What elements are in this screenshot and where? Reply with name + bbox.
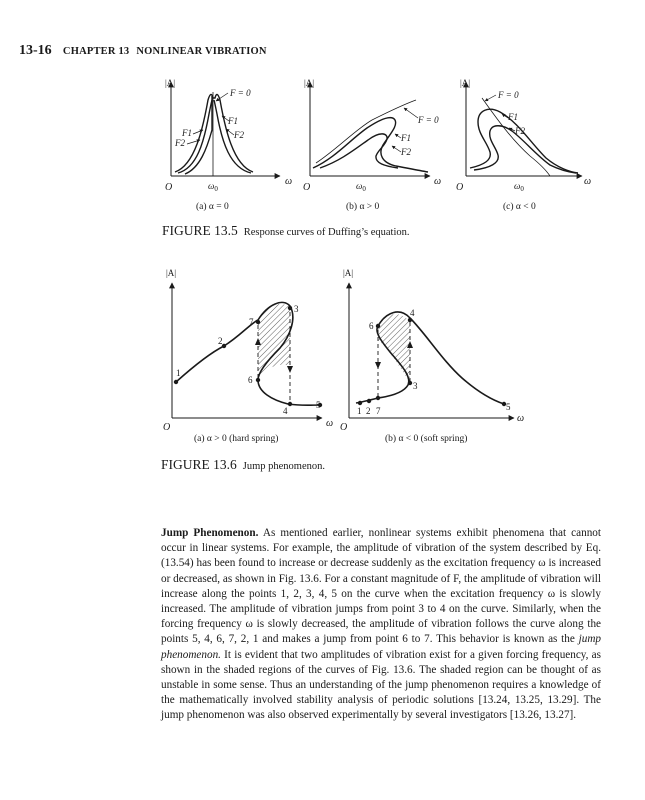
omega0-label (356, 181, 366, 193)
x-axis-label: ω (517, 413, 525, 424)
point-label-7: 7 (249, 317, 254, 327)
point-label-5: 5 (506, 402, 511, 412)
label-f1-right: F1 (228, 116, 238, 126)
label-f0: F = 0 (230, 88, 251, 98)
origin-label: O (303, 182, 311, 193)
y-axis-label: |A| (460, 78, 471, 88)
jump-down-arrow (375, 362, 381, 369)
figure-number: FIGURE 13.5 (162, 223, 238, 238)
y-axis-label: |A| (343, 268, 354, 278)
omega0-label (514, 181, 524, 193)
x-axis-label: ω (326, 418, 334, 429)
chapter-title: NONLINEAR VIBRATION (136, 46, 267, 57)
figure-title: Response curves of Duffing’s equation. (243, 227, 410, 238)
point-label-2: 2 (366, 406, 371, 416)
point-6 (256, 378, 260, 382)
fig-13-6-panel-b (340, 268, 524, 444)
omega0-sub: 0 (214, 185, 218, 193)
label-f0: F = 0 (498, 90, 519, 100)
origin-label: O (340, 422, 348, 433)
paragraph-text-2: It is evident that two amplitudes of vibration exist for a given forcing frequency, as shown in the shaded regions of the curves of Fig. 13.6. The shaded region can be thought of as unstable in some sense. Thus an understanding of the jump phenomenon requires a knowledge of the mathematically involved stability analysis of periodic solutions [13.24, 13.25, 13.29]. The jump phenomenon was also observed experimentally by several investigators [13.26, 13.27]. (161, 648, 601, 722)
point-4 (288, 402, 292, 406)
omega0-symbol: ω (356, 181, 363, 191)
origin-label: O (163, 422, 171, 433)
point-label-6: 6 (369, 321, 374, 331)
label-f1-left (181, 128, 192, 138)
label-f2: F2 (401, 147, 411, 157)
x-axis-label: ω (584, 176, 592, 187)
omega0-label (208, 181, 218, 193)
response-curve (176, 302, 320, 405)
leader-f2 (392, 146, 401, 152)
label-f1: F1 (508, 112, 518, 122)
point-6 (376, 324, 380, 328)
point-7 (376, 396, 380, 400)
point-label-1: 1 (176, 368, 181, 378)
point-label-4: 4 (410, 308, 415, 318)
point-1 (358, 401, 362, 405)
point-1 (174, 380, 178, 384)
point-label-2: 2 (218, 336, 223, 346)
point-3 (288, 306, 292, 310)
y-axis-label: |A| (166, 268, 177, 278)
figure-13-5-caption (162, 222, 410, 240)
figure-13-5 (0, 0, 645, 230)
leader-f0 (404, 108, 418, 118)
x-axis-label: ω (285, 176, 293, 187)
omega0-sub: 0 (362, 185, 366, 193)
paragraph-text-1: As mentioned earlier, nonlinear systems exhibit phenomena that cannot occur in linear systems. For example, the amplitude of vibration of the system described by Eq. (13.54) has been found to increase or decrease suddenly as the excitation frequency ω is increased or decreased, as shown in Fig. 13.6. For a constant magnitude of F, the amplitude of vibration will increase along the points 1, 2, 3, 4, 5 on the curve when the excitation frequency ω is slowly increased. The amplitude of vibration jumps from point 3 to 4 on the curve. Similarly, when the forcing frequency ω is slowly decreased, the amplitude of vibration follows the curve along the points 5, 4, 6, 7, 2, 1 and makes a jump from point 6 to 7. This behavior is known as the (161, 527, 601, 646)
figure-number: FIGURE 13.6 (161, 457, 237, 472)
panel-caption: (b) α < 0 (soft spring) (385, 434, 468, 444)
term-emphasis: jump phenomenon. (161, 633, 601, 661)
point-2 (367, 399, 371, 403)
label-f2-left: F2 (175, 138, 185, 148)
point-label-6: 6 (248, 375, 253, 385)
leader-f0 (485, 95, 496, 101)
omega0-symbol: ω (208, 181, 215, 191)
chapter-number: CHAPTER 13 (62, 46, 130, 57)
point-label-7: 7 (376, 406, 381, 416)
point-7 (256, 320, 260, 324)
omega0-symbol: ω (514, 181, 521, 191)
panel-caption: (c) α < 0 (503, 202, 536, 212)
origin-label: O (165, 182, 173, 193)
omega0-sub: 0 (520, 185, 524, 193)
origin-label: O (456, 182, 464, 193)
jump-phenomenon-paragraph (161, 526, 601, 724)
panel-caption: (a) α = 0 (196, 202, 229, 212)
fig-13-6-panel-a (163, 268, 333, 444)
fig-13-5-panel-a (165, 78, 292, 212)
figure-13-6 (0, 250, 645, 470)
point-label-3: 3 (413, 381, 418, 391)
fig-13-5-panel-c (456, 78, 591, 212)
label-f1: F1 (401, 133, 411, 143)
label-f1-left-text: F1 (182, 128, 192, 138)
y-axis-label: |A| (165, 78, 176, 88)
point-label-4: 4 (283, 406, 288, 416)
fig-13-5-panel-b (303, 78, 441, 212)
panel-caption: (b) α > 0 (346, 202, 380, 212)
point-label-3: 3 (294, 304, 299, 314)
y-axis-label: |A| (304, 78, 315, 88)
point-label-5: 5 (316, 400, 321, 410)
point-label-1: 1 (357, 406, 362, 416)
label-f2: F2 (515, 126, 525, 136)
figure-13-6-caption (161, 456, 325, 474)
label-f2-right: F2 (234, 130, 244, 140)
point-3 (408, 381, 412, 385)
panel-caption: (a) α > 0 (hard spring) (194, 434, 279, 444)
label-f0: F = 0 (418, 115, 439, 125)
section-run-in-head: Jump Phenomenon. (161, 527, 259, 539)
figure-title: Jump phenomenon. (242, 461, 326, 472)
page-number: 13-16 (19, 43, 52, 58)
point-4 (408, 318, 412, 322)
jump-down-arrow (287, 366, 293, 373)
x-axis-label: ω (434, 176, 442, 187)
